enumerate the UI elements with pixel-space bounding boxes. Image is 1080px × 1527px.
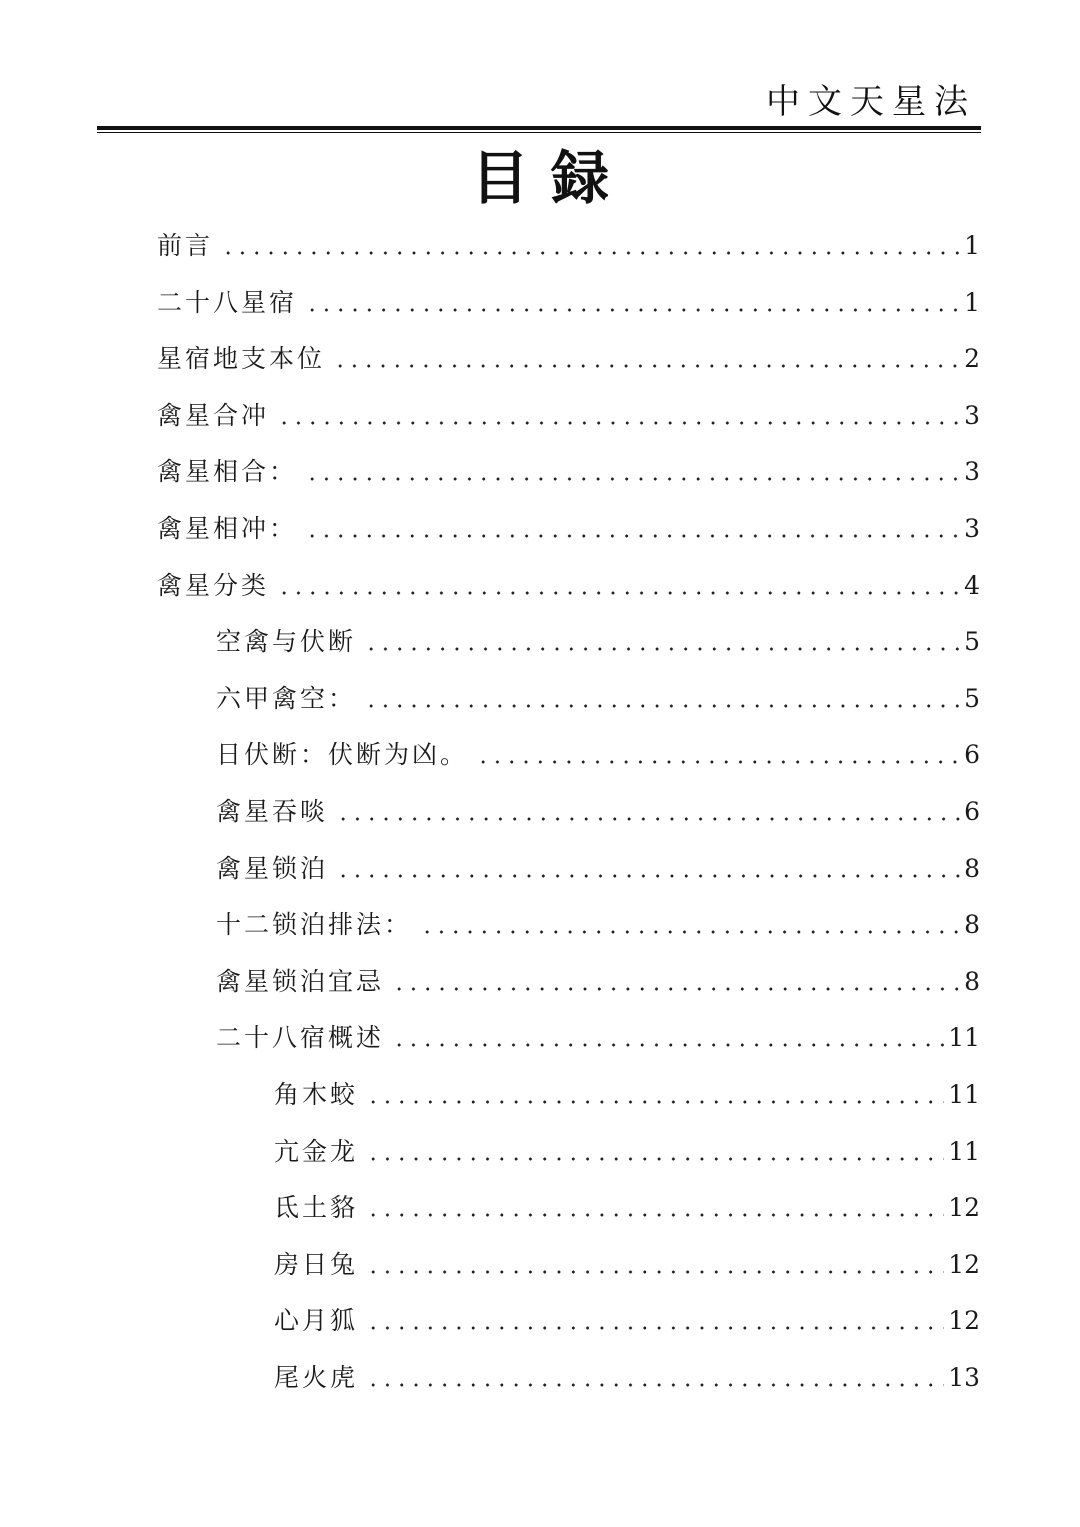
- toc-entry-label: 禽星锁泊: [216, 853, 329, 883]
- page-header-title: 中文天星法: [766, 82, 976, 122]
- toc-entry-label: 角木蛟: [274, 1080, 359, 1109]
- toc-entry-label: 二十八星宿: [157, 287, 298, 317]
- toc-dot-leader: [221, 251, 960, 255]
- toc-dot-leader: [366, 1270, 944, 1274]
- toc-dot-leader: [366, 1326, 944, 1330]
- toc-dot-leader: [333, 364, 960, 368]
- toc-entry-label: 日伏断：伏断为凶。: [216, 740, 469, 770]
- toc-dot-leader: [366, 1100, 944, 1104]
- toc-entry[interactable]: [216, 1010, 980, 1066]
- toc-entry[interactable]: [157, 331, 980, 387]
- toc-entry-label: 禽星相合：: [157, 457, 298, 487]
- toc-dot-leader: [305, 477, 960, 481]
- toc-entry[interactable]: [157, 388, 980, 444]
- header-rule-thin: [97, 132, 981, 133]
- toc-entry[interactable]: [216, 784, 980, 840]
- toc-entry[interactable]: [216, 671, 980, 727]
- toc-entry-label: 前言: [157, 231, 214, 260]
- toc-entry-label: 禽星吞啖: [216, 797, 329, 826]
- toc-entry-label: 空禽与伏断: [216, 627, 357, 657]
- toc-page-number: 8: [964, 910, 980, 940]
- toc-entry[interactable]: [157, 501, 980, 557]
- toc-entry[interactable]: [274, 1293, 980, 1349]
- toc-page-number: 4: [964, 570, 980, 600]
- toc-dot-leader: [366, 1157, 944, 1161]
- toc-entry[interactable]: [216, 841, 980, 897]
- toc-page-number: 3: [964, 514, 980, 543]
- toc-dot-leader: [476, 760, 960, 764]
- toc-entry[interactable]: [274, 1124, 980, 1180]
- toc-page-number: 6: [964, 797, 980, 826]
- header-rule-thick: [97, 126, 981, 130]
- toc-page-number: 8: [964, 853, 980, 883]
- toc-dot-leader: [420, 930, 960, 934]
- toc-entry[interactable]: [157, 558, 980, 614]
- toc-entry[interactable]: [216, 897, 980, 953]
- toc-page-number: 11: [948, 1136, 980, 1166]
- toc-dot-leader: [336, 817, 960, 821]
- toc-dot-leader: [392, 1043, 944, 1047]
- toc-page-number: 3: [964, 457, 980, 487]
- toc-entry-label: 亢金龙: [274, 1136, 359, 1166]
- toc-entry[interactable]: [157, 275, 980, 331]
- toc-entry[interactable]: [157, 444, 980, 500]
- toc-dot-leader: [305, 534, 960, 538]
- toc-entry-label: 星宿地支本位: [157, 344, 326, 374]
- toc-dot-leader: [366, 1383, 944, 1387]
- toc-page-number: 1: [964, 231, 980, 260]
- toc-entry[interactable]: [274, 1237, 980, 1293]
- toc-dot-leader: [364, 704, 960, 708]
- toc-page-number: 8: [964, 966, 980, 996]
- toc-entry-label: 禽星合冲: [157, 400, 270, 430]
- toc-page-number: 5: [964, 683, 980, 713]
- toc-entry-label: 氐土貉: [274, 1193, 359, 1223]
- toc-page-number: 11: [948, 1080, 980, 1109]
- toc-dot-leader: [277, 421, 960, 425]
- toc-page-number: 12: [948, 1193, 980, 1223]
- toc-page-number: 3: [964, 400, 980, 430]
- toc-entry-label: 尾火虎: [274, 1363, 359, 1392]
- toc-page-number: 5: [964, 627, 980, 657]
- toc-entry[interactable]: [274, 1180, 980, 1236]
- toc-entry-label: 十二锁泊排法：: [216, 910, 413, 940]
- toc-page-number: 2: [964, 344, 980, 374]
- toc-entry[interactable]: [216, 954, 980, 1010]
- toc-entry[interactable]: [274, 1350, 980, 1406]
- toc-entry-label: 心月狐: [274, 1306, 359, 1336]
- toc-dot-leader: [277, 591, 960, 595]
- toc-page-number: 1: [964, 287, 980, 317]
- toc-page-number: 6: [964, 740, 980, 770]
- toc-page-number: 12: [948, 1249, 980, 1279]
- toc-dot-leader: [366, 1213, 944, 1217]
- toc-entry[interactable]: [157, 218, 980, 274]
- toc-dot-leader: [392, 987, 960, 991]
- toc-dot-leader: [364, 647, 960, 651]
- toc-entry-label: 二十八宿概述: [216, 1023, 385, 1053]
- toc-entry-label: 禽星分类: [157, 570, 270, 600]
- toc-entry-label: 六甲禽空：: [216, 683, 357, 713]
- toc-page-number: 11: [948, 1023, 980, 1053]
- toc-heading: 目録: [470, 144, 631, 212]
- toc-entry[interactable]: [216, 727, 980, 783]
- toc-entry[interactable]: [216, 614, 980, 670]
- toc-page-number: 12: [948, 1306, 980, 1336]
- toc-dot-leader: [305, 308, 960, 312]
- toc-page-number: 13: [948, 1363, 980, 1392]
- toc-dot-leader: [336, 874, 960, 878]
- toc-entry-label: 禽星锁泊宜忌: [216, 966, 385, 996]
- toc-entry-label: 禽星相冲：: [157, 514, 298, 543]
- toc-entry-label: 房日兔: [274, 1249, 359, 1279]
- toc-entry[interactable]: [274, 1067, 980, 1123]
